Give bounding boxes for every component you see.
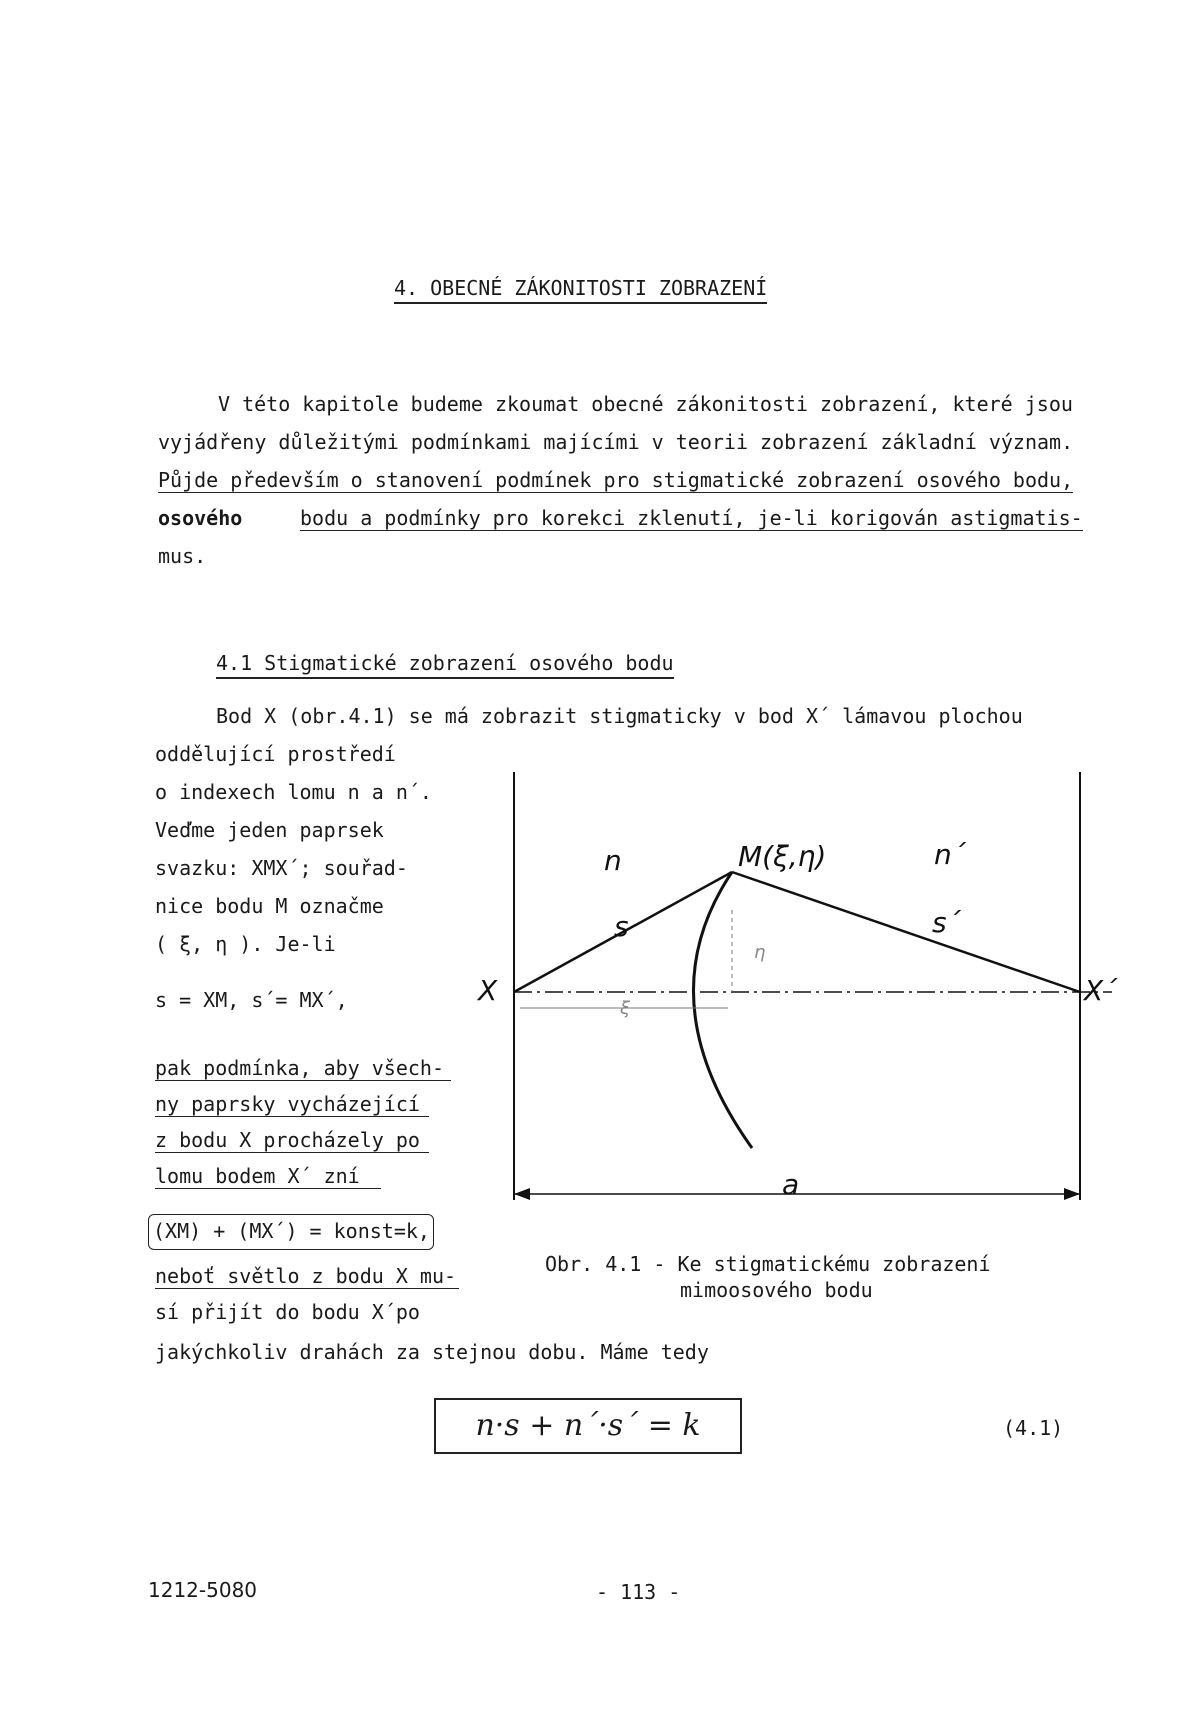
figure-refraction-diagram (470, 760, 1150, 1220)
equation-number: (4.1) (1003, 1416, 1064, 1440)
section-line-0: Bod X (obr.4.1) se má zobrazit stigmaticky v bod X´ lámavou plochou (216, 704, 1023, 728)
ray-segment-s-prime (732, 872, 1080, 992)
after-line-2: jakýchkoliv drahách za stejnou dobu. Máme tedy (155, 1340, 709, 1364)
section-line-11: lomu bodem X´ zní (155, 1164, 381, 1189)
section-line-1: oddělující prostředí (155, 742, 396, 766)
label-eta: η (754, 942, 766, 963)
intro-line-3: Půjde především o stanovení podmínek pro stigmatické zobrazení osového bodu, (158, 468, 1074, 492)
section-line-6: ( ξ, η ). Je-li (155, 932, 336, 956)
section-line-8: pak podmínka, aby všech- (155, 1056, 451, 1081)
label-s-prime: s´ (932, 906, 961, 939)
label-X: X (478, 974, 498, 1007)
label-n: n (604, 844, 622, 877)
refracting-surface-arc (693, 872, 752, 1148)
label-X-prime: X´ (1084, 974, 1118, 1007)
after-line-0: neboť světlo z bodu X mu- (155, 1264, 459, 1289)
section-line-9: ny paprsky vycházející (155, 1092, 429, 1117)
figure-caption-line-2: mimoosového bodu (680, 1278, 873, 1302)
intro-line-4b: bodu a podmínky pro korekci zklenutí, je-li korigován astigmatis- (300, 506, 1083, 530)
label-M: M(ξ,η) (738, 840, 827, 873)
section-line-5: nice bodu M označme (155, 894, 384, 918)
intro-line-4a: osového (158, 506, 243, 530)
dimension-arrow-left (514, 1188, 530, 1200)
section-line-2: o indexech lomu n a n´. (155, 780, 432, 804)
section-line-3: Veďme jeden paprsek (155, 818, 384, 842)
section-line-7: s = XM, s´= MX´, (155, 988, 348, 1012)
figure-caption-line-1: Obr. 4.1 - Ke stigmatickému zobrazení (545, 1252, 991, 1276)
label-xi: ξ (620, 998, 631, 1019)
section-title: 4.1 Stigmatické zobrazení osového bodu (216, 651, 674, 679)
section-line-4: svazku: XMX´; souřad- (155, 856, 408, 880)
label-s: s (614, 910, 629, 943)
dimension-arrow-right (1064, 1188, 1080, 1200)
section-line-10: z bodu X procházely po (155, 1128, 429, 1153)
formula-box: n·s + n´·s´ = k (434, 1398, 742, 1454)
intro-line-1: V této kapitole budeme zkoumat obecné zákonitosti zobrazení, které jsou (218, 392, 1073, 416)
label-n-prime: n´ (934, 838, 966, 871)
page-number: - 113 - (596, 1580, 681, 1604)
footer-code: 1212-5080 (148, 1578, 258, 1602)
page-heading: 4. OBECNÉ ZÁKONITOSTI ZOBRAZENÍ (394, 276, 767, 304)
after-line-1: sí přijít do bodu X´po (155, 1300, 420, 1324)
label-a: a (782, 1168, 800, 1201)
constraint-box: (XM) + (MX´) = konst=k, (148, 1214, 434, 1250)
intro-line-5: mus. (158, 544, 207, 568)
intro-line-2: vyjádřeny důležitými podmínkami majícími v teorii zobrazení základní význam. (158, 430, 1074, 454)
